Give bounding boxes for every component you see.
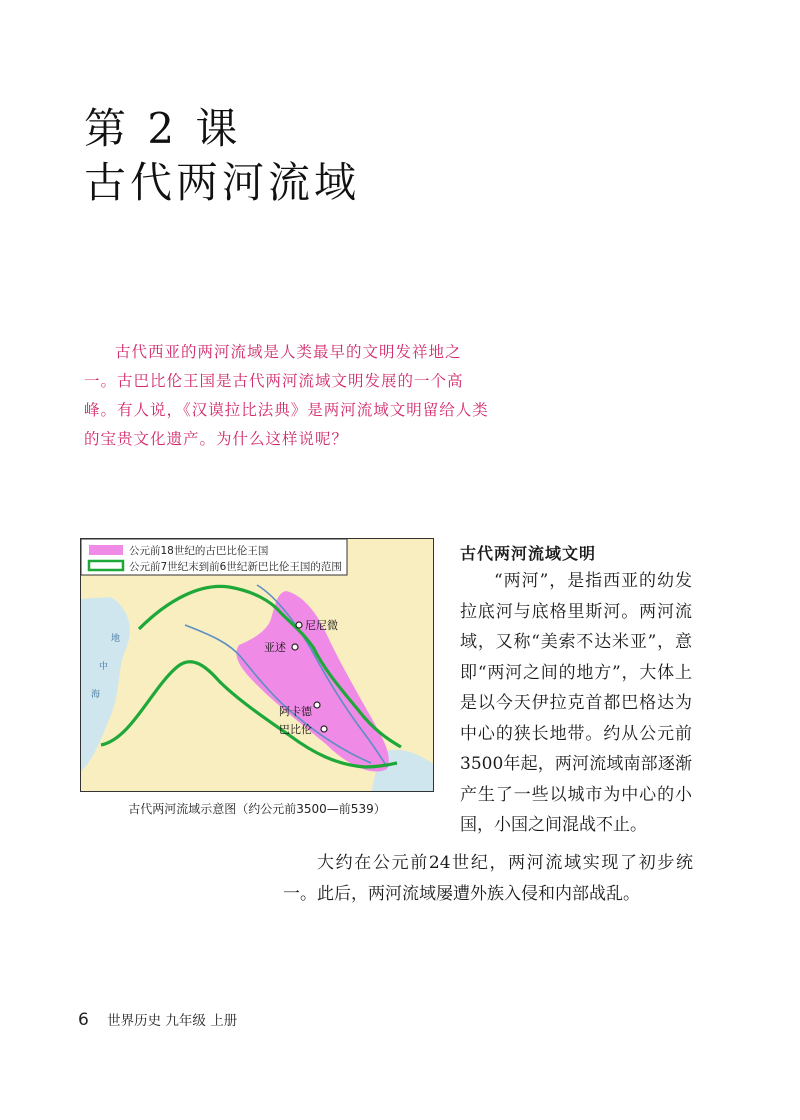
lesson-title: 古代两河流域 <box>84 158 361 207</box>
sea-label-2: 中 <box>99 662 109 672</box>
legend-label-babylon: 公元前18世纪的古巴比伦王国 <box>129 545 269 557</box>
page-number: 6 <box>78 1010 89 1030</box>
city-label-babylon: 巴比伦 <box>279 723 312 736</box>
intro-box <box>84 338 494 454</box>
legend-label-neo-babylon: 公元前7世纪末到前6世纪新巴比伦王国的范围 <box>129 561 342 573</box>
city-label-akkad: 阿卡德 <box>279 705 312 718</box>
body-paragraph-1: “两河”，是指西亚的幼发拉底河与底格里斯河。两河流域，又称“美索不达米亚”，意即“两河之间的地方”，大体上是以今天伊拉克首都巴格达为中心的狭长地带。约从公元前3500年起，两河流域南部逐渐产生了一些以城市为中心的小国，小国之间混战不止。 <box>460 571 692 835</box>
intro-text: 古代西亚的两河流域是人类最早的文明发祥地之一。古巴比伦王国是古代两河流域文明发展的一个高峰。有人说，《汉谟拉比法典》是两河流域文明留给人类的宝贵文化遗产。为什么这样说呢？ <box>84 343 489 448</box>
map-figure <box>80 538 434 792</box>
map-caption: 古代两河流域示意图（约公元前3500—前539） <box>128 802 386 816</box>
legend-swatch-babylon <box>89 545 123 555</box>
lesson-number: 第 2 课 <box>84 104 242 153</box>
city-marker-akkad <box>314 702 320 708</box>
city-marker-nineveh <box>296 622 302 628</box>
city-marker-babylon <box>321 726 327 732</box>
sea-label-1: 地 <box>111 634 121 644</box>
book-title: 世界历史 九年级 上册 <box>107 1013 238 1029</box>
sea-label-3: 海 <box>91 690 101 700</box>
city-marker-assur <box>292 644 298 650</box>
page-footer <box>78 1009 237 1030</box>
body-paragraph-2: 大约在公元前24世纪，两河流域实现了初步统一。此后，两河流域屡遭外族入侵和内部战乱。 <box>283 853 693 904</box>
section-heading: 古代两河流域文明 <box>460 544 597 563</box>
map-svg <box>81 539 434 792</box>
city-label-nineveh: 尼尼微 <box>305 619 338 632</box>
city-label-assur: 亚述 <box>264 641 286 654</box>
